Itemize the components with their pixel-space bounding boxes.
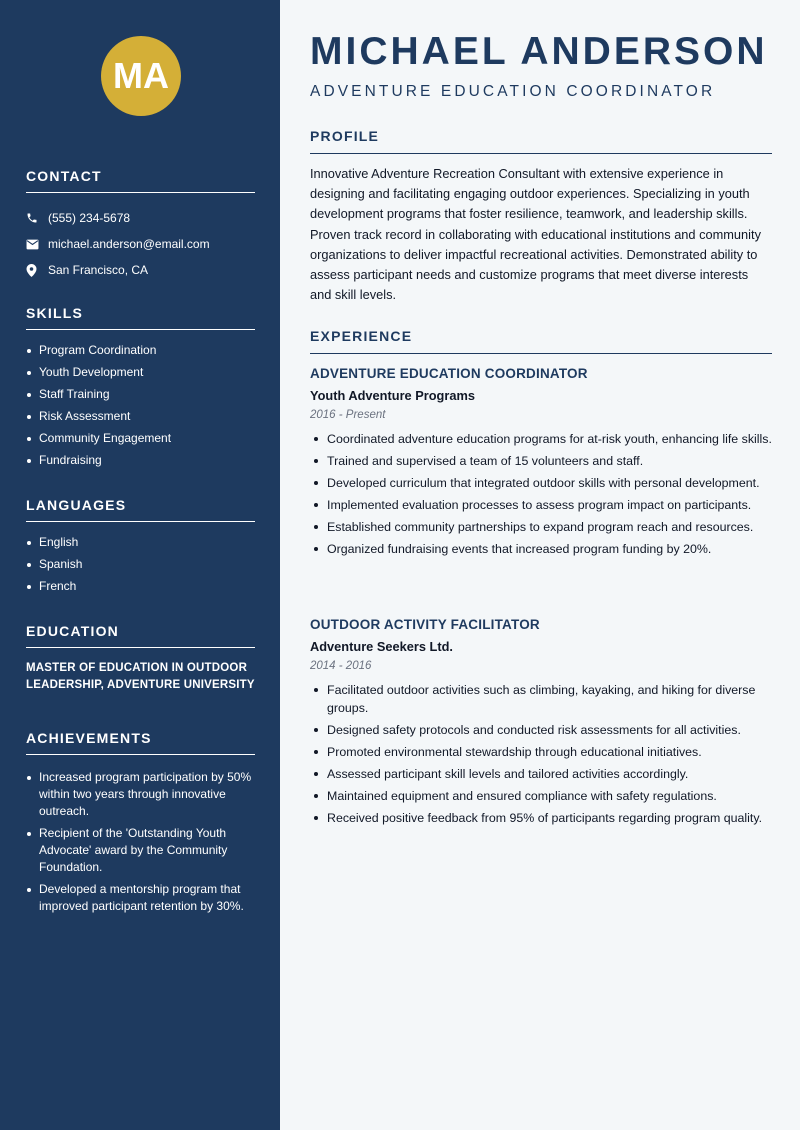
education-section [26,623,255,694]
languages-heading: LANGUAGES [26,497,255,522]
contact-phone [26,205,255,231]
job-bullet: Designed safety protocols and conducted risk assessments for all activities. [310,721,772,739]
job-company: Youth Adventure Programs [310,388,475,403]
skills-list [26,342,255,469]
job-bullet: Established community partnerships to expand program reach and resources. [310,518,772,536]
contact-email-text: michael.anderson@email.com [48,237,210,251]
achievements-list [26,769,255,915]
achievement-item: Recipient of the 'Outstanding Youth Advocate' award by the Community Foundation. [26,825,255,876]
contact-location-text: San Francisco, CA [48,263,149,277]
skill-item: Fundraising [26,452,255,469]
job-bullets [310,681,772,827]
job-bullet: Received positive feedback from 95% of participants regarding program quality. [310,809,772,827]
job-bullet: Implemented evaluation processes to assess program impact on participants. [310,496,772,514]
contact-email [26,231,255,257]
job-bullet: Coordinated adventure education programs for at-risk youth, enhancing life skills. [310,430,772,448]
sidebar [0,0,280,1130]
contact-section [26,168,255,283]
job-bullets [310,430,772,558]
phone-icon [26,212,48,224]
job-bullet: Promoted environmental stewardship through educational initiatives. [310,743,772,761]
job-bullet: Facilitated outdoor activities such as climbing, kayaking, and hiking for diverse groups. [310,681,772,717]
language-item: French [26,578,255,595]
job-entry [310,617,772,831]
skill-item: Youth Development [26,364,255,381]
languages-list [26,534,255,595]
job-company: Adventure Seekers Ltd. [310,639,453,654]
achievements-heading: ACHIEVEMENTS [26,730,255,755]
contact-location [26,257,255,283]
avatar-initials: MA [101,36,181,116]
contact-heading: CONTACT [26,168,255,193]
contact-phone-text: (555) 234-5678 [48,211,131,225]
job-dates: 2014 - 2016 [310,660,372,672]
job-bullet: Assessed participant skill levels and tailored activities accordingly. [310,765,772,783]
achievements-section [26,730,255,920]
job-bullet: Developed curriculum that integrated outdoor skills with personal development. [310,474,772,492]
job-entry [310,366,772,562]
language-item: English [26,534,255,551]
job-dates: 2016 - Present [310,409,386,421]
skill-item: Program Coordination [26,342,255,359]
education-heading: EDUCATION [26,623,255,648]
profile-heading: PROFILE [310,128,772,154]
experience-heading: EXPERIENCE [310,328,772,354]
job-title: ADVENTURE EDUCATION COORDINATOR [310,366,588,381]
candidate-role: ADVENTURE EDUCATION COORDINATOR [310,83,716,100]
skill-item: Community Engagement [26,430,255,447]
job-title: OUTDOOR ACTIVITY FACILITATOR [310,617,540,632]
job-bullet: Organized fundraising events that increased program funding by 20%. [310,540,772,558]
skills-section [26,305,255,474]
achievement-item: Increased program participation by 50% within two years through innovative outreach. [26,769,255,820]
language-item: Spanish [26,556,255,573]
skill-item: Risk Assessment [26,408,255,425]
location-pin-icon [26,264,48,277]
achievement-item: Developed a mentorship program that improved participant retention by 30%. [26,881,255,915]
job-bullet: Trained and supervised a team of 15 volunteers and staff. [310,452,772,470]
job-bullet: Maintained equipment and ensured compliance with safety regulations. [310,787,772,805]
skill-item: Staff Training [26,386,255,403]
profile-text: Innovative Adventure Recreation Consultant with extensive experience in designing and facilitating engaging outdoor experiences. Specializing in youth development programs that foster resilience, teamwork, and leadership skills. Proven track record in collaborating with educational institutions and community organizations to deliver impactful recreational activities. Demonstrated ability to assess participant needs and customize programs that meet diverse interests and skill levels. [310,166,761,303]
email-icon [26,239,48,250]
skills-heading: SKILLS [26,305,255,330]
languages-section [26,497,255,600]
candidate-name: MICHAEL ANDERSON [310,30,768,73]
education-degree: MASTER OF EDUCATION IN OUTDOOR LEADERSHIP, ADVENTURE UNIVERSITY [26,662,255,691]
